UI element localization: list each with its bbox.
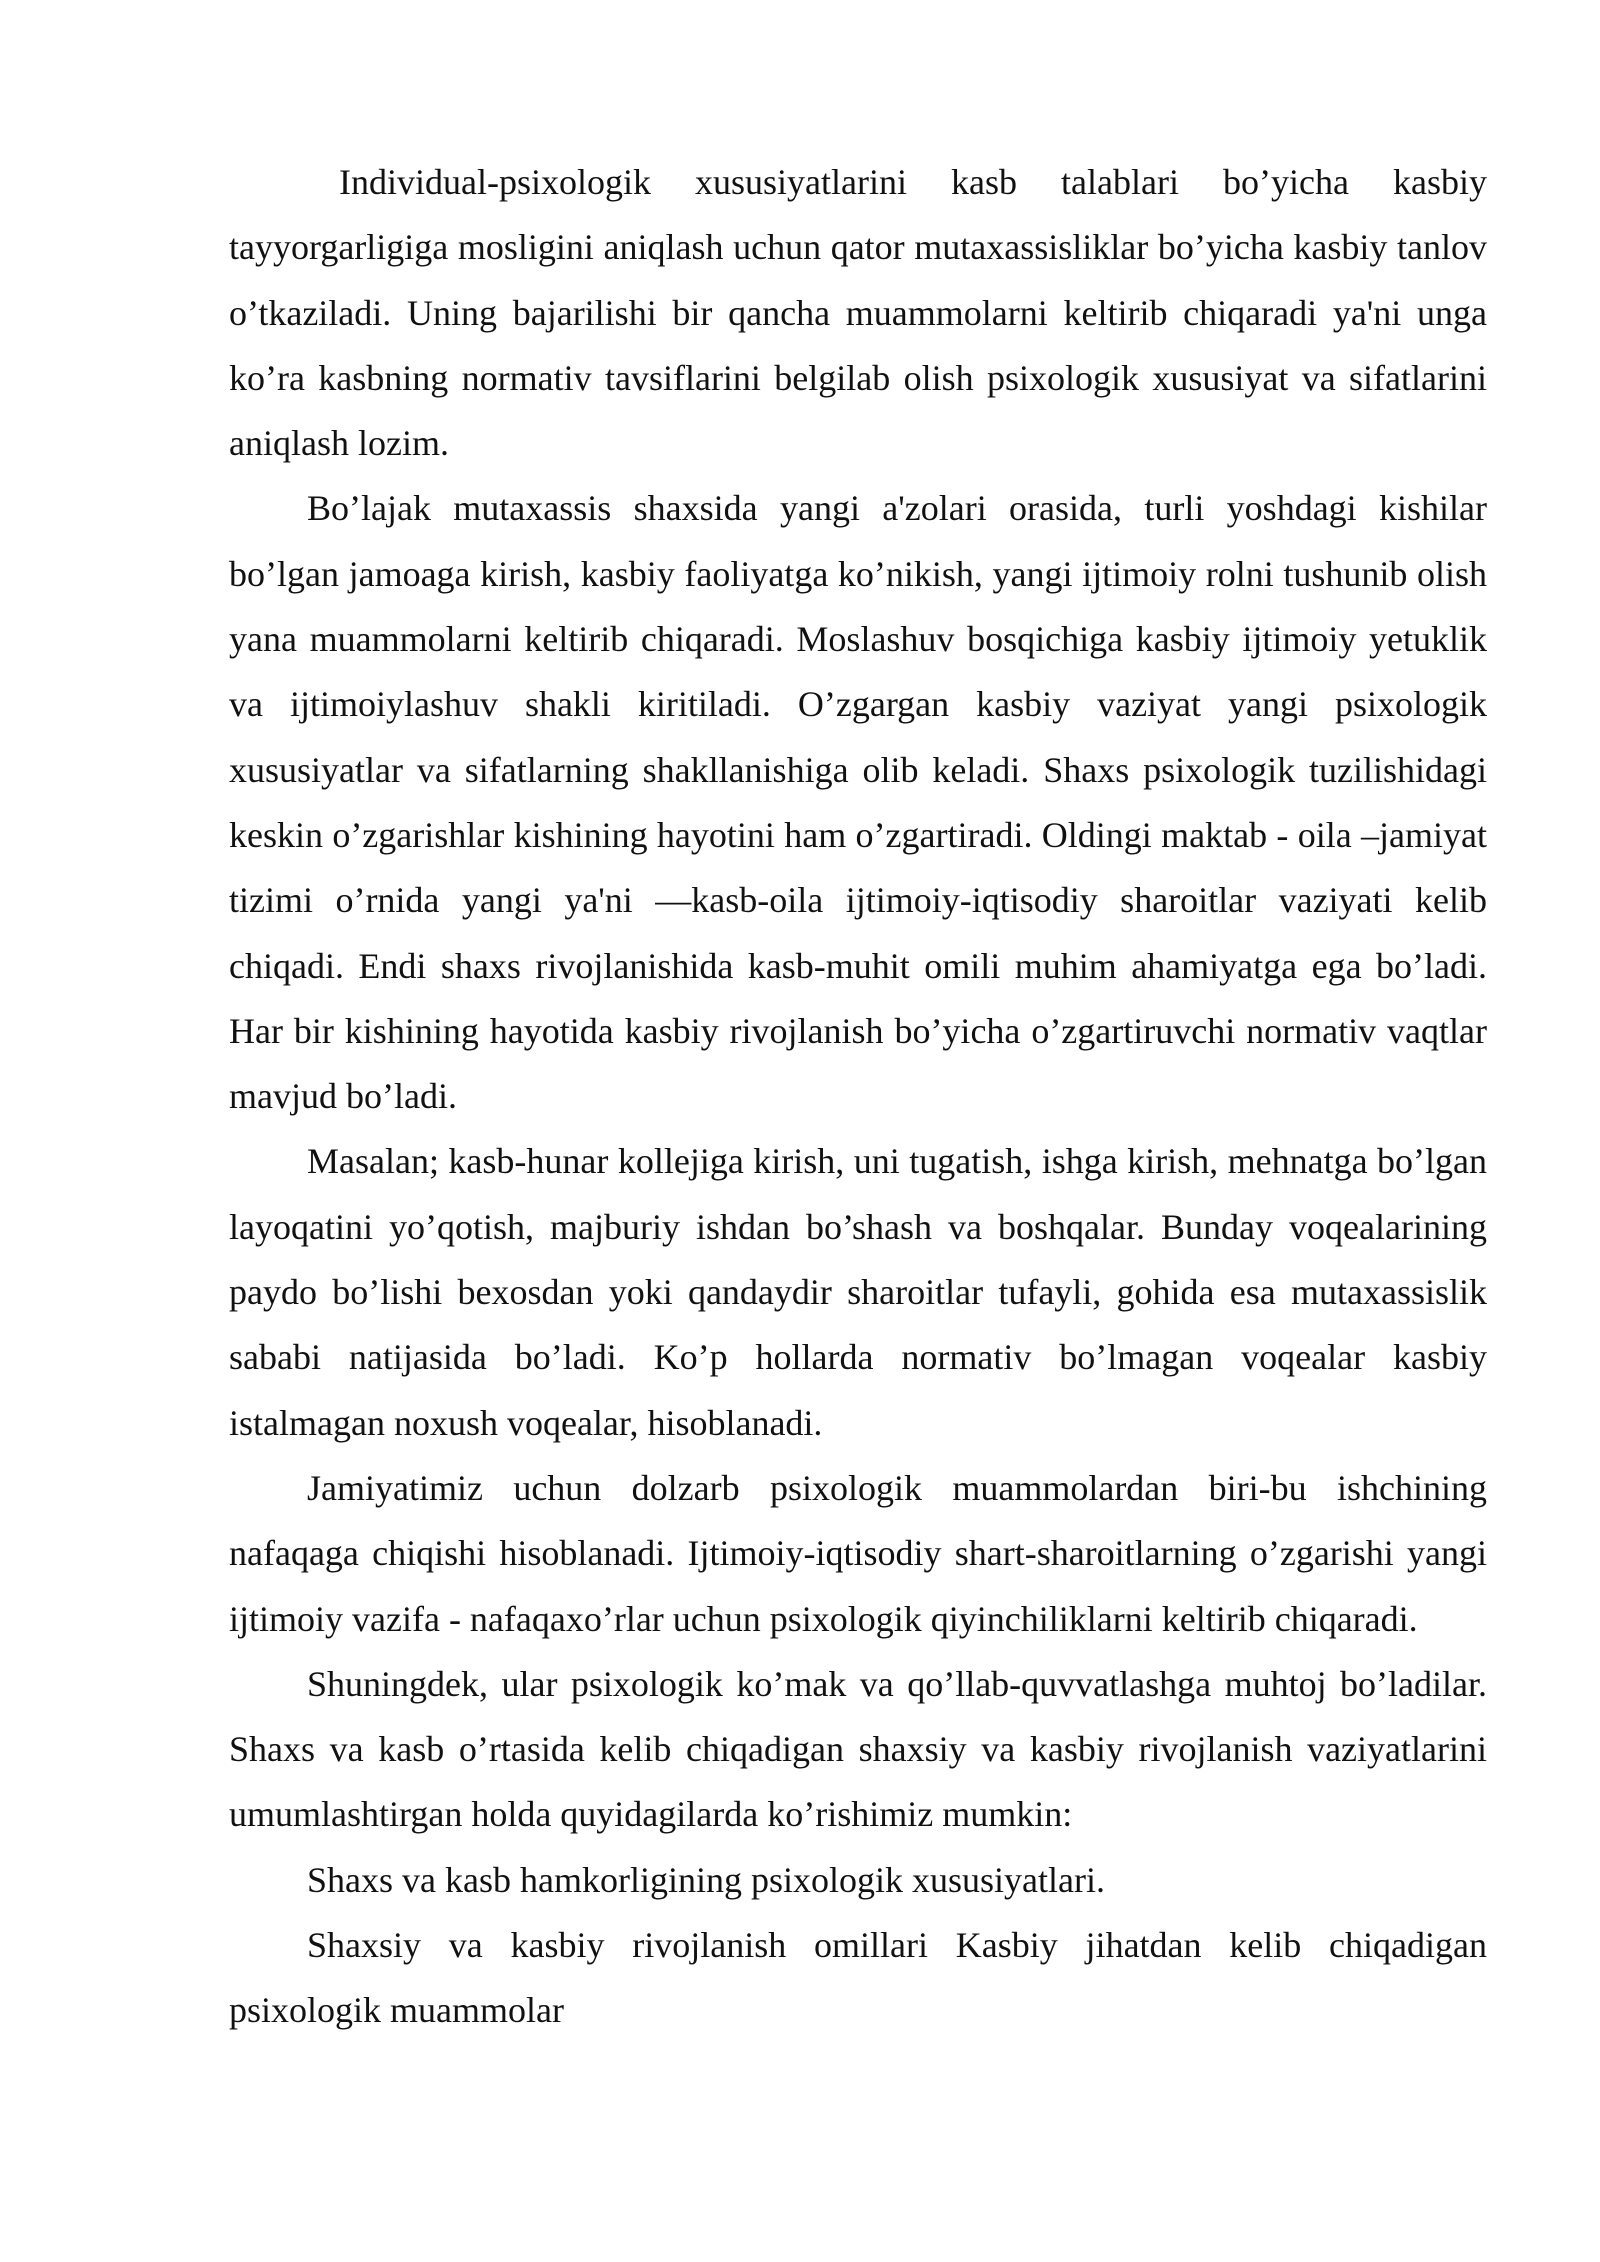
paragraph-5: Shuningdek, ular psixologik ko’mak va qo’llab-quvvatlashga muhtoj bo’ladilar. Shaxs va kasb o’rtasida kelib chiqadigan shaxsiy va kasbiy rivojlanish vaziyatlarini umumlashtirgan holda quyidagilarda ko’rishimiz mumkin: <box>229 1663 1487 1835</box>
paragraph-7: Shaxsiy va kasbiy rivojlanish omillari Kasbiy jihatdan kelib chiqadigan psixologik muammolar <box>229 1925 1487 2031</box>
paragraph-3: Masalan; kasb-hunar kollejiga kirish, uni tugatish, ishga kirish, mehnatga bo’lgan layoqatini yo’qotish, majburiy ishdan bo’shash va boshqalar. Bunday voqealarining paydo bo’lishi bexosdan yoki qandaydir sharoitlar tufayli, gohida esa mutaxassislik sababi natijasida bo’ladi. Ko’p hollarda normativ bo’lmagan voqealar kasbiy istalmagan noxush voqealar, hisoblanadi. <box>229 1141 1487 1443</box>
document-body <box>229 150 1487 2044</box>
paragraph-6: Shaxs va kasb hamkorligining psixologik xususiyatlari. <box>307 1859 1105 1900</box>
paragraph-2: Bo’lajak mutaxassis shaxsida yangi a'zolari orasida, turli yoshdagi kishilar bo’lgan jamoaga kirish, kasbiy faoliyatga ko’nikish, yangi ijtimoiy rolni tushunib olish yana muammolarni keltirib chiqaradi. Moslashuv bosqichiga kasbiy ijtimoiy yetuklik va ijtimoiylashuv shakli kiritiladi. O’zgargan kasbiy vaziyat yangi psixologik xususiyatlar va sifatlarning shakllanishiga olib keladi. Shaxs psixologik tuzilishidagi keskin o’zgarishlar kishining hayotini ham o’zgartiradi. Oldingi maktab - oila –jamiyat tizimi o’rnida yangi ya'ni ―kasb-oila ijtimoiy-iqtisodiy sharoitlar vaziyati kelib chiqadi. Endi shaxs rivojlanishida kasb-muhit omili muhim ahamiyatga ega bo’ladi. Har bir kishining hayotida kasbiy rivojlanish bo’yicha o’zgartiruvchi normativ vaqtlar mavjud bo’ladi. <box>229 488 1487 1117</box>
paragraph-4: Jamiyatimiz uchun dolzarb psixologik muammolardan biri-bu ishchining nafaqaga chiqishi hisoblanadi. Ijtimoiy-iqtisodiy shart-sharoitlarning o’zgarishi yangi ijtimoiy vazifa - nafaqaxo’rlar uchun psixologik qiyinchiliklarni keltirib chiqaradi. <box>229 1467 1487 1639</box>
paragraph-1: Individual-psixologik xususiyatlarini kasb talablari bo’yicha kasbiy tayyorgarligiga mosligini aniqlash uchun qator mutaxassisliklar bo’yicha kasbiy tanlov o’tkaziladi. Uning bajarilishi bir qancha muammolarni keltirib chiqaradi ya'ni unga ko’ra kasbning normativ tavsiflarini belgilab olish psixologik xususiyat va sifatlarini aniqlash lozim. <box>229 162 1487 464</box>
